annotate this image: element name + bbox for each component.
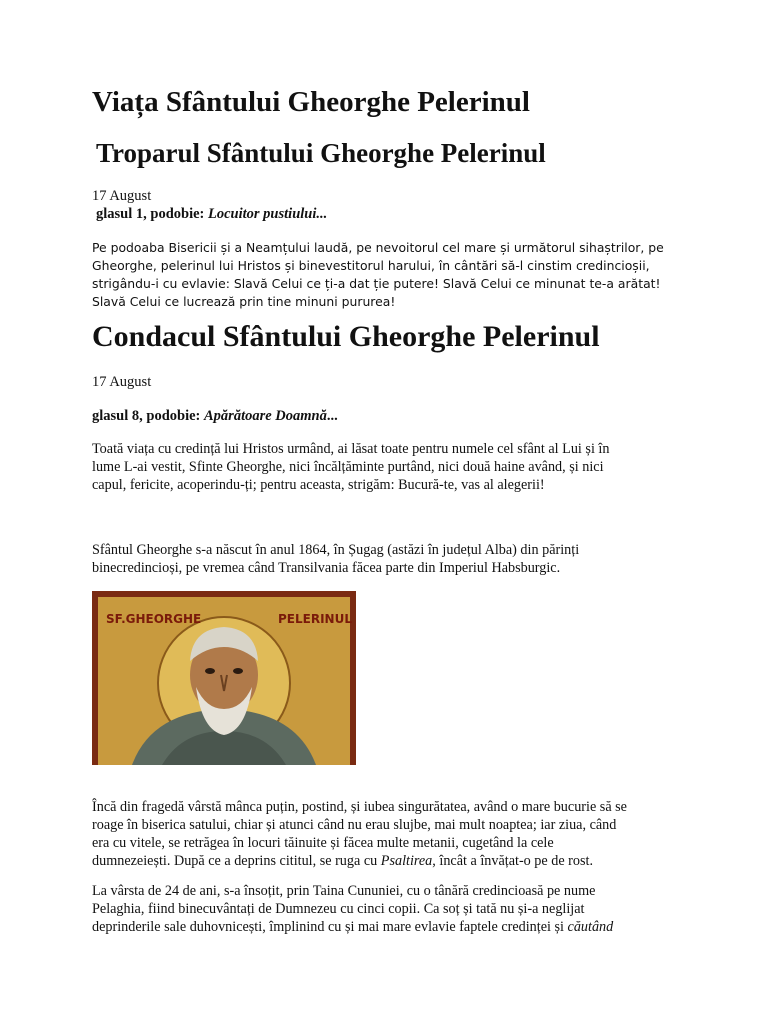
- troparul-line: strigându-i cu evlavie: Slavă Celui ce ți-a dat ție putere! Slavă Celui ce minunat te-a arătat!: [92, 276, 661, 291]
- condacul-text: [92, 440, 692, 494]
- troparul-glas: [96, 205, 327, 223]
- condacul-line: lume L-ai vestit, Sfinte Gheorghe, nici încălțăminte purtând, nici două haine având, și nici: [92, 459, 604, 475]
- condacul-line: capul, fericite, acoperindu-ți; pentru aceasta, strigăm: Bucură-te, vas al alegerii!: [92, 477, 545, 493]
- troparul-text: [92, 239, 692, 311]
- youth-text: [92, 798, 692, 870]
- youth-line: dumnezeiești. După ce a deprins cititul, se ruga cu: [92, 853, 378, 869]
- troparul-glas-prefix: glasul 1, podobie:: [96, 206, 205, 222]
- condacul-glas-prefix: glasul 8, podobie:: [92, 408, 201, 424]
- troparul-line: Gheorghe, pelerinul lui Hristos și binevestitorul harului, în cântări să-l cinstim credincioșii,: [92, 258, 650, 273]
- marriage-text: [92, 882, 692, 936]
- condacul-glas-suffix: ...: [326, 408, 338, 424]
- icon-label-left: SF.GHEORGHE: [106, 612, 202, 626]
- youth-italic-word: Psaltirea: [380, 853, 433, 869]
- saint-icon-image: [92, 591, 356, 765]
- saint-icon-illustration: [92, 591, 356, 765]
- youth-line: roage în biserica satului, chiar și atunci când nu erau slujbe, mai mult noaptea; iar ziua, când: [92, 817, 617, 833]
- youth-line: Încă din fragedă vârstă mânca puțin, postind, și iubea singurătatea, având o mare bucurie să se: [92, 799, 627, 815]
- marriage-line: deprinderile sale duhovnicești, împlinind cu și mai mare evlavie faptele credinței și: [92, 919, 564, 935]
- condacul-heading: Condacul Sfântului Gheorghe Pelerinul: [92, 320, 600, 353]
- birth-line: binecredincioși, pe vremea când Transilvania făcea parte din Imperiul Habsburgic.: [92, 560, 561, 576]
- birth-text: [92, 541, 692, 577]
- troparul-glas-podobie: Locuitor pustiului...: [208, 206, 328, 222]
- condacul-glas-podobie: Apărătoare Doamnă: [204, 408, 327, 424]
- marriage-line: La vârsta de 24 de ani, s-a însoțit, prin Taina Cununiei, cu o tânără credincioasă pe nume: [92, 883, 596, 899]
- condacul-glas: [92, 407, 338, 425]
- birth-line: Sfântul Gheorghe s-a născut în anul 1864, în Șugag (astăzi în județul Alba) din părinți: [92, 542, 580, 558]
- condacul-date: 17 August: [92, 374, 152, 390]
- marriage-line: Pelaghia, fiind binecuvântați de Dumnezeu cu cinci copii. Ca soț și tată nu și-a neglijat: [92, 901, 585, 917]
- youth-line-last: [92, 852, 692, 870]
- troparul-heading: Troparul Sfântului Gheorghe Pelerinul: [96, 138, 546, 168]
- icon-label-right: PELERINUL: [278, 612, 352, 626]
- youth-line: era cu vitele, se retrăgea în locuri tăinuite și făcea multe metanii, cugetând la cele: [92, 835, 554, 851]
- marriage-italic-tail: căutând: [567, 919, 614, 935]
- marriage-line-last: [92, 918, 692, 936]
- troparul-line: Pe podoaba Bisericii și a Neamțului laudă, pe nevoitorul cel mare și următorul sihaștrilor, pe: [92, 240, 664, 255]
- troparul-line: Slavă Celui ce lucrează prin tine minuni pururea!: [92, 294, 396, 309]
- troparul-date: 17 August: [92, 188, 152, 204]
- condacul-line: Toată viața cu credință lui Hristos urmând, ai lăsat toate pentru numele cel sfânt al Lui și în: [92, 441, 610, 457]
- page-title: Viața Sfântului Gheorghe Pelerinul: [92, 86, 530, 118]
- youth-last-suffix: , încât a învățat-o pe de rost.: [432, 853, 594, 869]
